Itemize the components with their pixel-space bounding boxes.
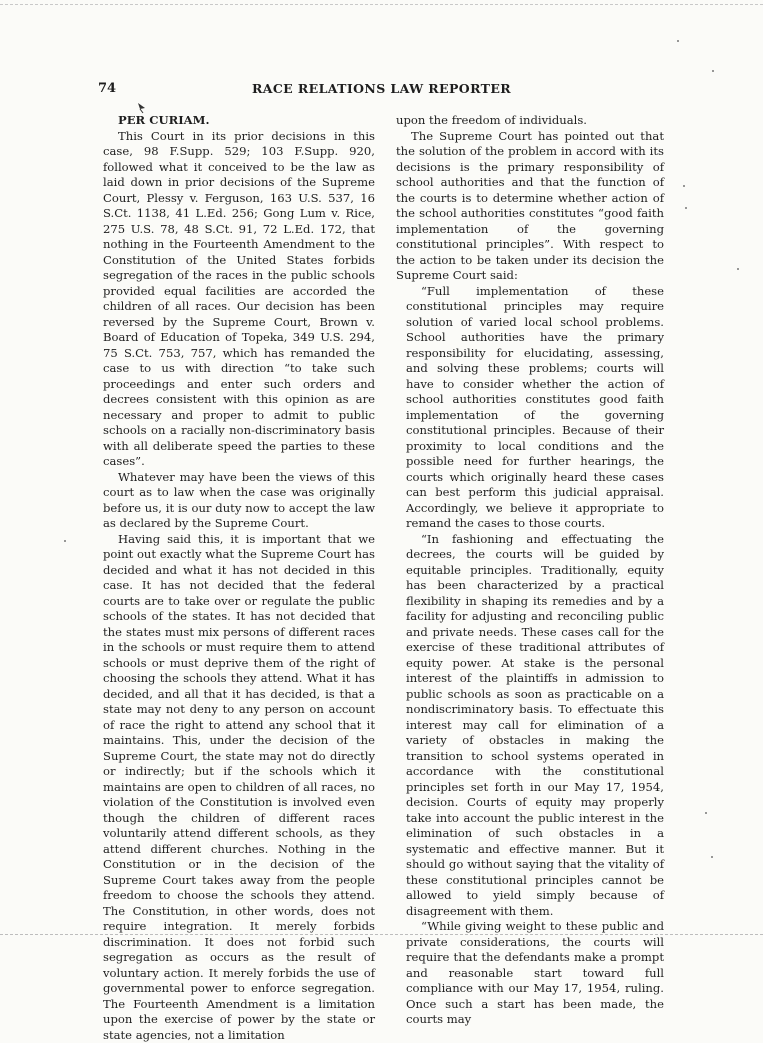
paragraph: The Supreme Court has pointed out that the solution of the problem in accord with its decisions is the primary responsibility of school authorities and that the function of the courts is to determine whether action of the school authorities constitutes “good faith implementation of the governing constitutional principles”. With respect to the action to be taken under its decision the Supreme Court said: [396,129,664,284]
scan-speck [683,185,685,187]
scan-speck [685,207,687,209]
right-column [396,113,664,1028]
scan-speck [712,70,714,72]
paragraph: Having said this, it is important that we point out exactly what the Supreme Court has decided and what it has not decided in this case. It has not decided that the federal courts are to take over or regulate the public schools of the states. It has not decided that the states must mix persons of different races in the schools or must require them to attend schools or must deprive them of the right of choosing the schools they attend. What it has decided, and all that it has decided, is that a state may not deny to any person on account of race the right to attend any school that it maintains. This, under the decision of the Supreme Court, the state may not do directly or indirectly; but if the schools which it maintains are open to children of all races, no violation of the Constitution is involved even though the children of different races voluntarily attend different schools, as they attend different churches. Nothing in the Constitution or in the decision of the Supreme Court takes away from the people freedom to choose the schools they attend. The Constitution, in other words, does not require integration. It merely forbids discrimination. It does not forbid such segregation as occurs as the result of voluntary action. It merely forbids the use of governmental power to enforce segregation. The Fourteenth Amendment is a limitation upon the exercise of power by the state or state agencies, not a limitation [103,532,375,1043]
scan-speck [64,540,66,542]
block-quote [396,284,664,1028]
bottom-dashed-border [0,934,763,935]
opinion-heading: PER CURIAM. [103,113,375,129]
scan-speck [711,856,713,858]
paragraph: Whatever may have been the views of this court as to law when the case was originally before us, it is our duty now to accept the law as declared by the Supreme Court. [103,470,375,532]
page-number: 74 [98,81,116,96]
paragraph: This Court in its prior decisions in this case, 98 F.Supp. 529; 103 F.Supp. 920, followed what it conceived to be the law as laid down in prior decisions of the Supreme Court, Plessy v. Ferguson, 163 U.S. 537, 16 S.Ct. 1138, 41 L.Ed. 256; Gong Lum v. Rice, 275 U.S. 78, 48 S.Ct. 91, 72 L.Ed. 172, that nothing in the Fourteenth Amendment to the Constitution of the United States forbids segregation of the races in the public schools provided equal facilities are accorded the children of all races. Our decision has been reversed by the Supreme Court, Brown v. Board of Education of Topeka, 349 U.S. 294, 75 S.Ct. 753, 757, which has remanded the case to us with direction “to take such proceedings and enter such orders and decrees consistent with this opinion as are necessary and proper to admit to public schools on a racially non-discriminatory basis with all deliberate speed the parties to these cases”. [103,129,375,470]
top-dashed-border [0,4,763,5]
quote-paragraph: “Full implementation of these constitutional principles may require solution of varied local school problems. School authorities have the primary responsibility for elucidating, assessing, and solving these problems; courts will have to consider whether the action of school authorities constitutes good faith implementation of the governing constitutional principles. Because of their proximity to local conditions and the possible need for further hearings, the courts which originally heard these cases can best perform this judicial appraisal. Accordingly, we believe it appropriate to remand the cases to those courts. [406,284,664,532]
running-head: RACE RELATIONS LAW REPORTER [0,81,763,96]
scan-speck [705,812,707,814]
quote-paragraph: “In fashioning and effectuating the decrees, the courts will be guided by equitable principles. Traditionally, equity has been characterized by a practical flexibility in shaping its remedies and by a facility for adjusting and reconciling public and private needs. These cases call for the exercise of these traditional attributes of equity power. At stake is the personal interest of the plaintiffs in admission to public schools as soon as practicable on a nondiscriminatory basis. To effectuate this interest may call for elimination of a variety of obstacles in making the transition to school systems operated in accordance with the constitutional principles set forth in our May 17, 1954, decision. Courts of equity may properly take into account the public interest in the elimination of such obstacles in a systematic and effective manner. But it should go without saying that the vitality of these constitutional principles cannot be allowed to yield simply because of disagreement with them. [406,532,664,920]
scan-speck [677,40,679,42]
quote-paragraph: “While giving weight to these public and private considerations, the courts will require that the defendants make a prompt and reasonable start toward full compliance with our May 17, 1954, ruling. Once such a start has been made, the courts may [406,919,664,1028]
paragraph-continuation: upon the freedom of individuals. [396,113,664,129]
scan-speck [737,268,739,270]
left-column [103,113,375,1043]
